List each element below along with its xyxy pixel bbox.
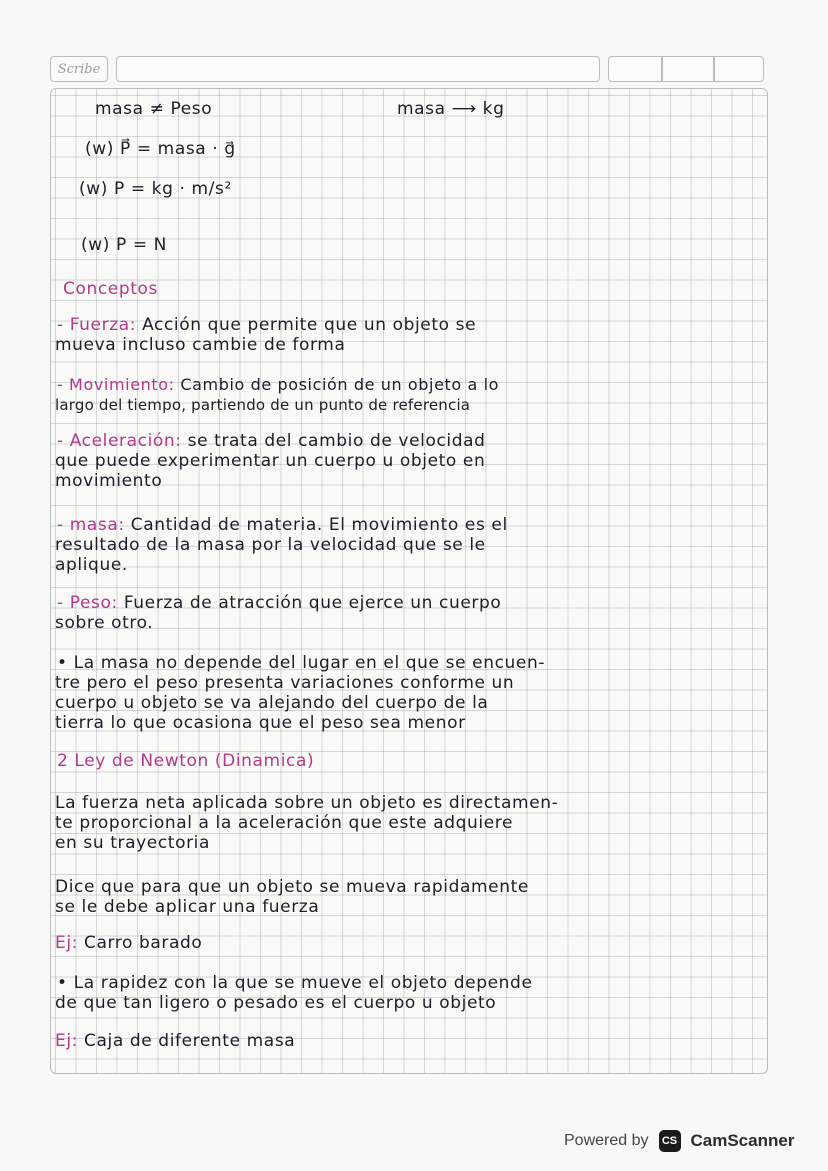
- note-line: tierra lo que ocasiona que el peso sea menor: [55, 713, 466, 733]
- example-text: Caja de diferente masa: [84, 1031, 296, 1051]
- term-label: - Aceleración:: [57, 431, 182, 451]
- term-text: Fuerza de atracción que ejerce un cuerpo: [123, 593, 502, 613]
- note-line: [57, 431, 486, 451]
- note-line: te proporcional a la aceleración que este adquiere: [55, 813, 514, 833]
- term-label: - Movimiento:: [57, 375, 175, 394]
- camscanner-name: CamScanner: [690, 1131, 795, 1150]
- note-line: [57, 315, 476, 335]
- note-line: aplique.: [55, 555, 128, 575]
- note-line: movimiento: [55, 471, 163, 491]
- note-line: (w) P⃗ = masa · g⃗: [85, 139, 236, 159]
- example-text: Carro barado: [84, 933, 203, 953]
- example-label: Ej:: [55, 933, 78, 953]
- note-line: resultado de la masa por la velocidad que se le: [55, 535, 486, 555]
- example-label: Ej:: [55, 1031, 78, 1051]
- note-line: (w) P = kg · m/s²: [79, 179, 232, 199]
- camscanner-watermark: [564, 1126, 794, 1156]
- grid-paper: [50, 88, 768, 1074]
- date-divider: [713, 57, 715, 81]
- powered-by-text: Powered by: [564, 1132, 649, 1149]
- note-line: [57, 593, 501, 613]
- note-line: (w) P = N: [81, 235, 167, 255]
- note-line: largo del tiempo, partiendo de un punto de referencia: [55, 396, 471, 414]
- note-line: [55, 933, 202, 953]
- note-line: de que tan ligero o pesado es el cuerpo u objeto: [55, 993, 497, 1013]
- note-line: masa ⟶ kg: [397, 99, 505, 119]
- note-line: sobre otro.: [55, 613, 154, 633]
- date-divider: [661, 57, 663, 81]
- term-label: - masa:: [57, 515, 125, 535]
- term-text: se trata del cambio de velocidad: [187, 431, 486, 451]
- term-text: Cambio de posición de un objeto a lo: [180, 375, 499, 394]
- note-line: en su trayectoria: [55, 833, 211, 853]
- camscanner-logo-icon: CS: [659, 1130, 681, 1152]
- note-line: [55, 1031, 295, 1051]
- term-label: - Fuerza:: [57, 315, 137, 335]
- note-line: cuerpo u objeto se va alejando del cuerpo de la: [55, 693, 489, 713]
- note-line: se le debe aplicar una fuerza: [55, 897, 320, 917]
- section-heading: 2 Ley de Newton (Dinamica): [57, 751, 315, 771]
- note-line: mueva incluso cambie de forma: [55, 335, 346, 355]
- note-line: • La rapidez con la que se mueve el objeto depende: [57, 973, 533, 993]
- note-line: Dice que para que un objeto se mueva rapidamente: [55, 877, 529, 897]
- note-line: • La masa no depende del lugar en el que se encuen-: [57, 653, 546, 673]
- term-label: - Peso:: [57, 593, 118, 613]
- note-line: La fuerza neta aplicada sobre un objeto es directamen-: [55, 793, 559, 813]
- term-text: Acción que permite que un objeto se: [142, 315, 477, 335]
- title-field: [116, 56, 600, 82]
- note-line: [57, 515, 508, 535]
- brand-logo-box: [50, 56, 108, 82]
- note-line: que puede experimentar un cuerpo u objeto en: [55, 451, 486, 471]
- section-heading: Conceptos: [63, 279, 158, 299]
- note-line: tre pero el peso presenta variaciones conforme un: [55, 673, 515, 693]
- brand-label: Scribe: [57, 61, 101, 77]
- date-field: [608, 56, 764, 82]
- note-line: [57, 375, 499, 395]
- notebook-header: [50, 52, 768, 86]
- note-line: masa ≠ Peso: [95, 99, 213, 119]
- term-text: Cantidad de materia. El movimiento es el: [130, 515, 508, 535]
